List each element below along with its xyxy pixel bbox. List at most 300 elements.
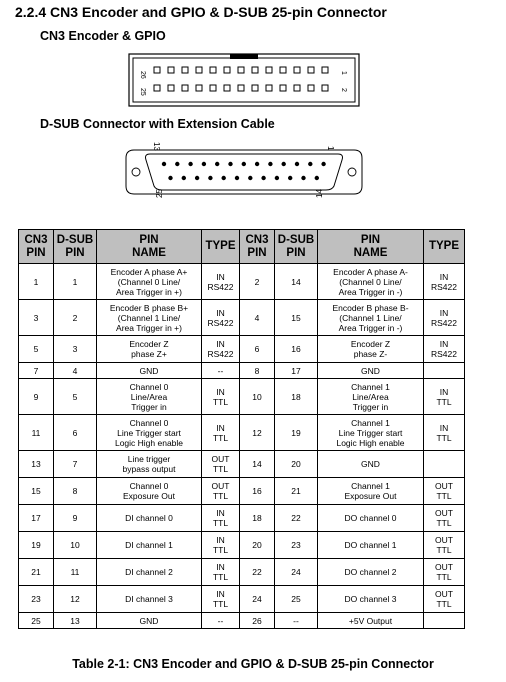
cell-type: [202, 532, 240, 559]
cell-type: [424, 586, 465, 613]
header-line: CN3: [24, 233, 48, 246]
cell-type: [202, 505, 240, 532]
dsub-pin: [255, 162, 259, 166]
header-cn3-pin-left: [19, 230, 54, 264]
cell-line: Trigger in: [352, 401, 389, 412]
cell-line: 5: [72, 391, 78, 402]
header-line: CN3: [245, 233, 269, 246]
cell-dsub-pin: [275, 363, 318, 379]
cell-type: [424, 559, 465, 586]
cell-line: 13: [31, 459, 41, 469]
cell-type: [202, 379, 240, 415]
cell-line: Logic High enable: [336, 437, 405, 448]
section-heading: 2.2.4 CN3 Encoder and GPIO & D-SUB 25-pin Connector: [15, 4, 387, 20]
cell-cn3-pin: [240, 415, 275, 451]
dsub-connector-diagram: [122, 140, 366, 204]
cell-cn3-pin: [19, 264, 54, 300]
cell-type: [202, 559, 240, 586]
cell-line: 24: [291, 567, 301, 577]
dsub-pin: [182, 176, 186, 180]
cell-line: DO channel 3: [344, 594, 397, 604]
header-line: PIN: [286, 246, 306, 259]
cell-line: 19: [31, 540, 41, 550]
cell-type: [424, 363, 465, 379]
cn3-pin: [322, 85, 328, 91]
dsub-screw-left: [132, 168, 140, 176]
cell-pin-name: [318, 363, 424, 379]
cell-line: TTL: [436, 545, 452, 555]
cell-type: [202, 415, 240, 451]
cell-line: --: [293, 615, 299, 626]
cell-cn3-pin: [19, 478, 54, 505]
cell-line: OUT: [211, 454, 230, 464]
dsub-pin: [268, 162, 272, 166]
cn3-label-2: 2: [340, 88, 347, 92]
cell-line: Encoder B phase B+: [109, 302, 189, 313]
header-line: NAME: [353, 246, 388, 259]
cell-line: 18: [291, 391, 301, 402]
cell-line: 4: [72, 365, 78, 376]
cell-line: 19: [291, 427, 301, 438]
cell-cn3-pin: [240, 264, 275, 300]
cell-pin-name: [97, 532, 202, 559]
dsub-pin: [188, 162, 192, 166]
cell-line: 15: [31, 486, 41, 496]
table-row: [19, 451, 465, 478]
cell-line: IN: [439, 339, 449, 349]
cell-cn3-pin: [19, 613, 54, 629]
cell-pin-name: [97, 379, 202, 415]
dsub-pin: [321, 162, 325, 166]
dsub-pin: [248, 176, 252, 180]
cn3-inner-frame: [133, 58, 355, 102]
cell-line: TTL: [436, 491, 452, 501]
cell-cn3-pin: [240, 379, 275, 415]
cell-cn3-pin: [240, 478, 275, 505]
cell-line: Channel 0: [129, 481, 169, 491]
dsub-pin: [162, 162, 166, 166]
header-line: TYPE: [205, 240, 236, 252]
table-body: [19, 264, 465, 629]
dsub-screw-right: [348, 168, 356, 176]
cell-cn3-pin: [240, 613, 275, 629]
cell-line: Encoder Z: [350, 339, 391, 349]
cell-dsub-pin: [54, 363, 97, 379]
cell-line: IN: [216, 386, 225, 397]
cn3-pin: [308, 67, 314, 73]
cell-line: DO channel 0: [344, 513, 397, 523]
cell-line: 21: [31, 567, 41, 577]
cell-dsub-pin: [275, 451, 318, 478]
dsub-pin: [242, 162, 246, 166]
cell-line: OUT: [435, 589, 453, 599]
cn3-pin: [154, 67, 160, 73]
cell-pin-name: [318, 300, 424, 336]
cell-line: 14: [291, 276, 301, 287]
cell-line: 11: [31, 427, 41, 438]
cn3-pin: [210, 85, 216, 91]
header-line: PIN: [360, 233, 381, 246]
cn3-pin: [238, 85, 244, 91]
cell-cn3-pin: [19, 559, 54, 586]
cell-line: IN: [216, 422, 225, 433]
header-pin-name-left: [97, 230, 202, 264]
cell-line: Line/Area: [130, 391, 168, 402]
dsub-pin: [261, 176, 265, 180]
table-row: [19, 559, 465, 586]
cell-dsub-pin: [275, 264, 318, 300]
cell-pin-name: [318, 532, 424, 559]
cn3-heading: CN3 Encoder & GPIO: [40, 29, 166, 43]
header-line: PIN: [65, 246, 85, 259]
cell-line: 13: [70, 615, 80, 626]
cell-dsub-pin: [275, 379, 318, 415]
cell-line: 6: [254, 344, 260, 354]
cell-line: 12: [70, 594, 80, 604]
cell-line: 18: [252, 513, 262, 523]
dsub-pin: [175, 162, 179, 166]
cell-line: (Channel 1 Line/: [339, 312, 402, 323]
cell-line: 22: [252, 567, 262, 577]
cell-line: OUT: [211, 481, 230, 491]
cell-line: TTL: [212, 396, 229, 407]
cell-line: TTL: [436, 518, 452, 528]
cell-line: 10: [252, 391, 262, 402]
cell-line: Area Trigger in -): [338, 322, 403, 333]
cell-line: 24: [252, 594, 262, 604]
cell-line: GND: [139, 365, 159, 376]
cell-pin-name: [318, 336, 424, 363]
cell-line: RS422: [431, 281, 457, 292]
cell-line: 8: [72, 486, 78, 496]
cell-line: GND: [139, 615, 159, 626]
cell-pin-name: [97, 505, 202, 532]
cell-line: RS422: [431, 317, 457, 328]
dsub-pin: [168, 176, 172, 180]
cn3-pin: [266, 67, 272, 73]
cell-line: 7: [33, 365, 39, 376]
cell-pin-name: [97, 363, 202, 379]
cell-line: IN: [216, 508, 225, 518]
cell-cn3-pin: [240, 586, 275, 613]
dsub-pin: [208, 176, 212, 180]
cn3-connector-diagram: [128, 53, 360, 107]
cell-line: Encoder A phase A-: [333, 266, 408, 277]
cell-dsub-pin: [275, 336, 318, 363]
cell-dsub-pin: [54, 415, 97, 451]
table-row: [19, 505, 465, 532]
cell-line: TTL: [212, 518, 229, 528]
dsub-label-25: 25: [155, 189, 164, 198]
cell-dsub-pin: [54, 264, 97, 300]
cn3-pin: [238, 67, 244, 73]
cn3-outer-frame: [129, 54, 359, 106]
cell-line: 26: [252, 615, 262, 626]
dsub-pin: [288, 176, 292, 180]
cell-line: IN: [216, 535, 225, 545]
header-line: PIN: [247, 246, 267, 259]
cell-line: Line Trigger start: [117, 427, 181, 438]
cell-line: Channel 1: [351, 481, 390, 491]
cell-type: [424, 379, 465, 415]
cell-line: 16: [291, 344, 301, 354]
cell-pin-name: [318, 478, 424, 505]
cell-line: Channel 1: [351, 417, 390, 428]
cell-type: [202, 478, 240, 505]
dsub-pin-array: [162, 162, 326, 180]
cn3-pin: [280, 85, 286, 91]
cell-type: [202, 363, 240, 379]
cell-line: IN: [216, 271, 225, 282]
cell-line: DI channel 2: [125, 567, 173, 577]
cell-line: IN: [216, 339, 225, 349]
cell-type: [424, 415, 465, 451]
table-header-row: [19, 230, 465, 264]
cn3-pin: [224, 67, 230, 73]
cell-line: 25: [31, 615, 41, 626]
cell-line: IN: [439, 271, 449, 282]
cell-line: 10: [70, 540, 80, 550]
dsub-pin: [301, 176, 305, 180]
cell-line: bypass output: [122, 464, 176, 474]
cell-line: phase Z+: [131, 349, 167, 359]
cell-line: (Channel 1 Line/: [117, 312, 181, 323]
cell-cn3-pin: [19, 336, 54, 363]
cell-line: (Channel 0 Line/: [117, 276, 181, 287]
cell-cn3-pin: [19, 415, 54, 451]
cell-cn3-pin: [19, 505, 54, 532]
cell-pin-name: [97, 451, 202, 478]
cn3-pin: [210, 67, 216, 73]
cell-line: Exposure Out: [344, 491, 397, 501]
cell-line: TTL: [212, 464, 229, 474]
cell-dsub-pin: [54, 478, 97, 505]
cell-cn3-pin: [19, 532, 54, 559]
cell-cn3-pin: [240, 505, 275, 532]
cell-pin-name: [97, 586, 202, 613]
table-row: [19, 300, 465, 336]
cell-pin-name: [318, 379, 424, 415]
cell-line: 23: [31, 594, 41, 604]
cell-line: DO channel 1: [344, 540, 397, 550]
cell-dsub-pin: [54, 586, 97, 613]
cell-line: GND: [361, 365, 380, 376]
header-type-right: [424, 230, 465, 264]
cell-line: 1: [72, 276, 78, 287]
cn3-pin: [168, 67, 174, 73]
cell-line: TTL: [436, 599, 452, 609]
cell-type: [202, 613, 240, 629]
cn3-pin: [182, 67, 188, 73]
cell-pin-name: [318, 559, 424, 586]
cell-cn3-pin: [240, 363, 275, 379]
dsub-label-1: 1: [326, 146, 335, 151]
cell-line: 1: [33, 276, 39, 287]
header-pin-name-right: [318, 230, 424, 264]
cell-dsub-pin: [54, 559, 97, 586]
cell-line: 16: [252, 486, 262, 496]
cell-type: [424, 264, 465, 300]
table-row: [19, 336, 465, 363]
cell-dsub-pin: [275, 532, 318, 559]
table-row: [19, 478, 465, 505]
cell-dsub-pin: [54, 451, 97, 478]
cn3-pin: [196, 67, 202, 73]
cell-line: 14: [252, 459, 262, 469]
cell-type: [202, 336, 240, 363]
cell-line: IN: [216, 589, 225, 599]
cell-line: +5V Output: [348, 615, 393, 626]
table-caption: Table 2-1: CN3 Encoder and GPIO & D-SUB 25-pin Connector: [72, 657, 434, 671]
cell-dsub-pin: [54, 300, 97, 336]
cell-line: Encoder Z: [129, 339, 169, 349]
cell-type: [424, 532, 465, 559]
cell-line: --: [217, 615, 224, 626]
cell-line: TTL: [212, 491, 229, 501]
cell-line: Encoder A phase A+: [110, 266, 188, 277]
table-row: [19, 613, 465, 629]
header-line: PIN: [139, 233, 159, 246]
dsub-label-14: 14: [315, 189, 324, 198]
cell-line: phase Z-: [353, 349, 388, 359]
cell-pin-name: [97, 415, 202, 451]
cell-line: Encoder B phase B-: [332, 302, 409, 313]
cell-line: 21: [291, 486, 301, 496]
dsub-pin: [222, 176, 226, 180]
cn3-pin: [154, 85, 160, 91]
cell-line: 17: [31, 513, 41, 523]
cell-line: 8: [254, 365, 260, 376]
cell-pin-name: [318, 505, 424, 532]
cn3-pin: [224, 85, 230, 91]
cell-line: 2: [72, 312, 78, 323]
dsub-face: [146, 154, 343, 190]
cn3-label-1: 1: [340, 71, 347, 75]
dsub-pin: [275, 176, 279, 180]
cell-cn3-pin: [19, 300, 54, 336]
table-row: [19, 415, 465, 451]
dsub-pin: [228, 162, 232, 166]
cell-line: 9: [33, 391, 39, 402]
pin-assignment-table: [18, 229, 465, 629]
table-row: [19, 532, 465, 559]
cell-line: 25: [291, 594, 301, 604]
cn3-pin: [196, 85, 202, 91]
cell-line: IN: [216, 562, 225, 572]
table-row: [19, 363, 465, 379]
cell-line: 7: [72, 459, 78, 469]
cell-line: RS422: [207, 349, 234, 359]
dsub-shell: [126, 150, 362, 194]
cell-dsub-pin: [275, 613, 318, 629]
cell-line: IN: [439, 386, 449, 397]
cn3-pin: [168, 85, 174, 91]
cell-pin-name: [318, 451, 424, 478]
cell-line: TTL: [212, 599, 229, 609]
cell-cn3-pin: [19, 586, 54, 613]
cell-line: Channel 1: [351, 381, 390, 392]
cell-line: 15: [291, 312, 301, 323]
cell-line: Line Trigger start: [338, 427, 403, 438]
cell-pin-name: [97, 300, 202, 336]
cell-pin-name: [97, 613, 202, 629]
cell-type: [202, 586, 240, 613]
cell-line: 9: [72, 513, 78, 523]
cn3-pin: [294, 85, 300, 91]
cell-line: OUT: [435, 508, 453, 518]
cell-line: IN: [216, 307, 225, 318]
dsub-pin: [215, 162, 219, 166]
cell-line: TTL: [212, 432, 229, 443]
cell-line: --: [217, 365, 224, 376]
header-dsub-pin-right: [275, 230, 318, 264]
cn3-label-26: 26: [139, 71, 146, 79]
cell-line: Area Trigger in -): [338, 286, 403, 297]
cell-line: Channel 0: [129, 417, 169, 428]
cell-line: RS422: [431, 349, 457, 359]
cn3-pin: [322, 67, 328, 73]
cell-line: DO channel 2: [344, 567, 397, 577]
header-line: NAME: [132, 246, 166, 259]
cell-line: GND: [361, 459, 380, 469]
cell-line: RS422: [207, 281, 234, 292]
cell-dsub-pin: [275, 505, 318, 532]
cell-line: 17: [291, 365, 301, 376]
cell-line: 3: [33, 312, 39, 323]
cell-line: 20: [291, 459, 301, 469]
cn3-pin: [280, 67, 286, 73]
header-cn3-pin-right: [240, 230, 275, 264]
cn3-pin: [266, 85, 272, 91]
cell-dsub-pin: [275, 586, 318, 613]
cell-line: Logic High enable: [114, 437, 184, 448]
header-line: TYPE: [428, 240, 460, 252]
cell-cn3-pin: [240, 300, 275, 336]
cell-line: TTL: [436, 432, 452, 443]
cell-dsub-pin: [54, 532, 97, 559]
cell-cn3-pin: [19, 379, 54, 415]
dsub-pin: [295, 162, 299, 166]
cell-line: 12: [252, 427, 262, 438]
cell-type: [424, 451, 465, 478]
cell-dsub-pin: [275, 300, 318, 336]
cell-line: DI channel 0: [125, 513, 173, 523]
cell-line: Channel 0: [129, 381, 169, 392]
dsub-label-13: 13: [152, 142, 161, 151]
cell-cn3-pin: [240, 451, 275, 478]
cell-line: DI channel 1: [125, 540, 173, 550]
cell-cn3-pin: [19, 451, 54, 478]
cell-line: 4: [254, 312, 260, 323]
table-row: [19, 586, 465, 613]
cell-line: OUT: [435, 562, 453, 572]
cell-type: [424, 505, 465, 532]
cn3-label-25: 25: [139, 88, 146, 96]
header-dsub-pin-left: [54, 230, 97, 264]
cell-line: IN: [439, 422, 449, 433]
cell-line: 6: [72, 427, 78, 438]
cell-type: [424, 613, 465, 629]
cell-line: Line trigger: [127, 454, 171, 464]
cn3-pin-grid: [154, 67, 328, 91]
cell-line: 3: [72, 344, 78, 354]
cell-line: 11: [70, 567, 80, 577]
table-row: [19, 379, 465, 415]
header-line: D-SUB: [277, 233, 315, 246]
cell-dsub-pin: [54, 379, 97, 415]
cell-cn3-pin: [240, 336, 275, 363]
cn3-pin: [252, 85, 258, 91]
